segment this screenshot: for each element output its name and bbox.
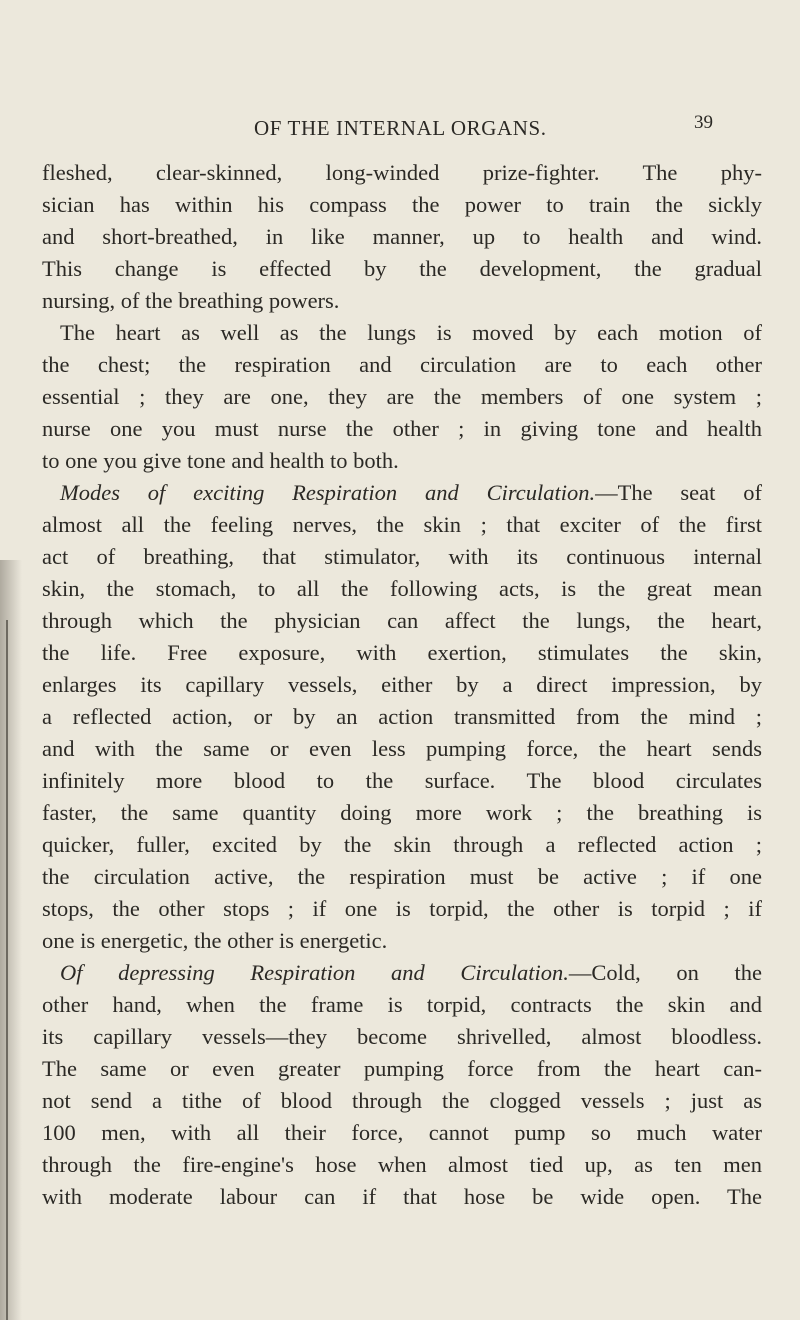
page-binding-edge <box>6 620 8 1320</box>
text-line: the circulation active, the respiration must be active ; if one <box>42 864 762 889</box>
text-line: a reflected action, or by an action transmitted from the mind ; <box>42 704 762 729</box>
section-heading-line <box>42 477 762 509</box>
running-title: OF THE INTERNAL ORGANS. <box>254 116 547 140</box>
text-line: nurse one you must nurse the other ; in giving tone and health <box>42 416 762 441</box>
page-number: 39 <box>694 112 713 133</box>
text-line: with moderate labour can if that hose be wide open. The <box>42 1184 762 1209</box>
text-line: the life. Free exposure, with exertion, stimulates the skin, <box>42 640 762 665</box>
text-line: through which the physician can affect the lungs, the heart, <box>42 608 762 633</box>
text-line: the chest; the respiration and circulation are to each other <box>42 352 762 377</box>
text-line: The heart as well as the lungs is moved by each motion of <box>60 320 762 345</box>
text-line: its capillary vessels—they become shrivelled, almost bloodless. <box>42 1024 762 1049</box>
text-line: through the fire-engine's hose when almost tied up, as ten men <box>42 1152 762 1177</box>
text-line: skin, the stomach, to all the following acts, is the great mean <box>42 576 762 601</box>
page-gutter-shadow <box>0 560 22 1320</box>
text-line: stops, the other stops ; if one is torpid, the other is torpid ; if <box>42 896 762 921</box>
text-line: fleshed, clear-skinned, long-winded prize-fighter. The phy- <box>42 160 762 185</box>
text-line: 100 men, with all their force, cannot pump so much water <box>42 1120 762 1145</box>
heading-continuation: —The seat of <box>595 480 762 505</box>
text-line: and short-breathed, in like manner, up to health and wind. <box>42 224 762 249</box>
text-line: quicker, fuller, excited by the skin through a reflected action ; <box>42 832 762 857</box>
text-line: and with the same or even less pumping force, the heart sends <box>42 736 762 761</box>
text-line: act of breathing, that stimulator, with its continuous internal <box>42 544 762 569</box>
text-line: faster, the same quantity doing more work ; the breathing is <box>42 800 762 825</box>
text-line: to one you give tone and health to both. <box>42 448 399 473</box>
text-line: essential ; they are one, they are the members of one system ; <box>42 384 762 409</box>
text-line: This change is effected by the development, the gradual <box>42 256 762 281</box>
heading-continuation: —Cold, on the <box>568 960 763 985</box>
section-heading: Of depressing Respiration and Circulation. <box>60 960 569 985</box>
body-text <box>42 157 762 1213</box>
section-heading: Modes of exciting Respiration and Circulation. <box>60 480 596 505</box>
running-head <box>0 112 800 142</box>
text-line: other hand, when the frame is torpid, contracts the skin and <box>42 992 762 1017</box>
text-line: sician has within his compass the power to train the sickly <box>42 192 762 217</box>
text-line: one is energetic, the other is energetic. <box>42 928 388 953</box>
text-line: not send a tithe of blood through the clogged vessels ; just as <box>42 1088 762 1113</box>
text-line: almost all the feeling nerves, the skin ; that exciter of the first <box>42 512 762 537</box>
text-line: enlarges its capillary vessels, either by a direct impression, by <box>42 672 762 697</box>
text-line: The same or even greater pumping force from the heart can- <box>42 1056 762 1081</box>
text-line: infinitely more blood to the surface. The blood circulates <box>42 768 762 793</box>
text-line: nursing, of the breathing powers. <box>42 288 340 313</box>
section-heading-line <box>42 957 762 989</box>
